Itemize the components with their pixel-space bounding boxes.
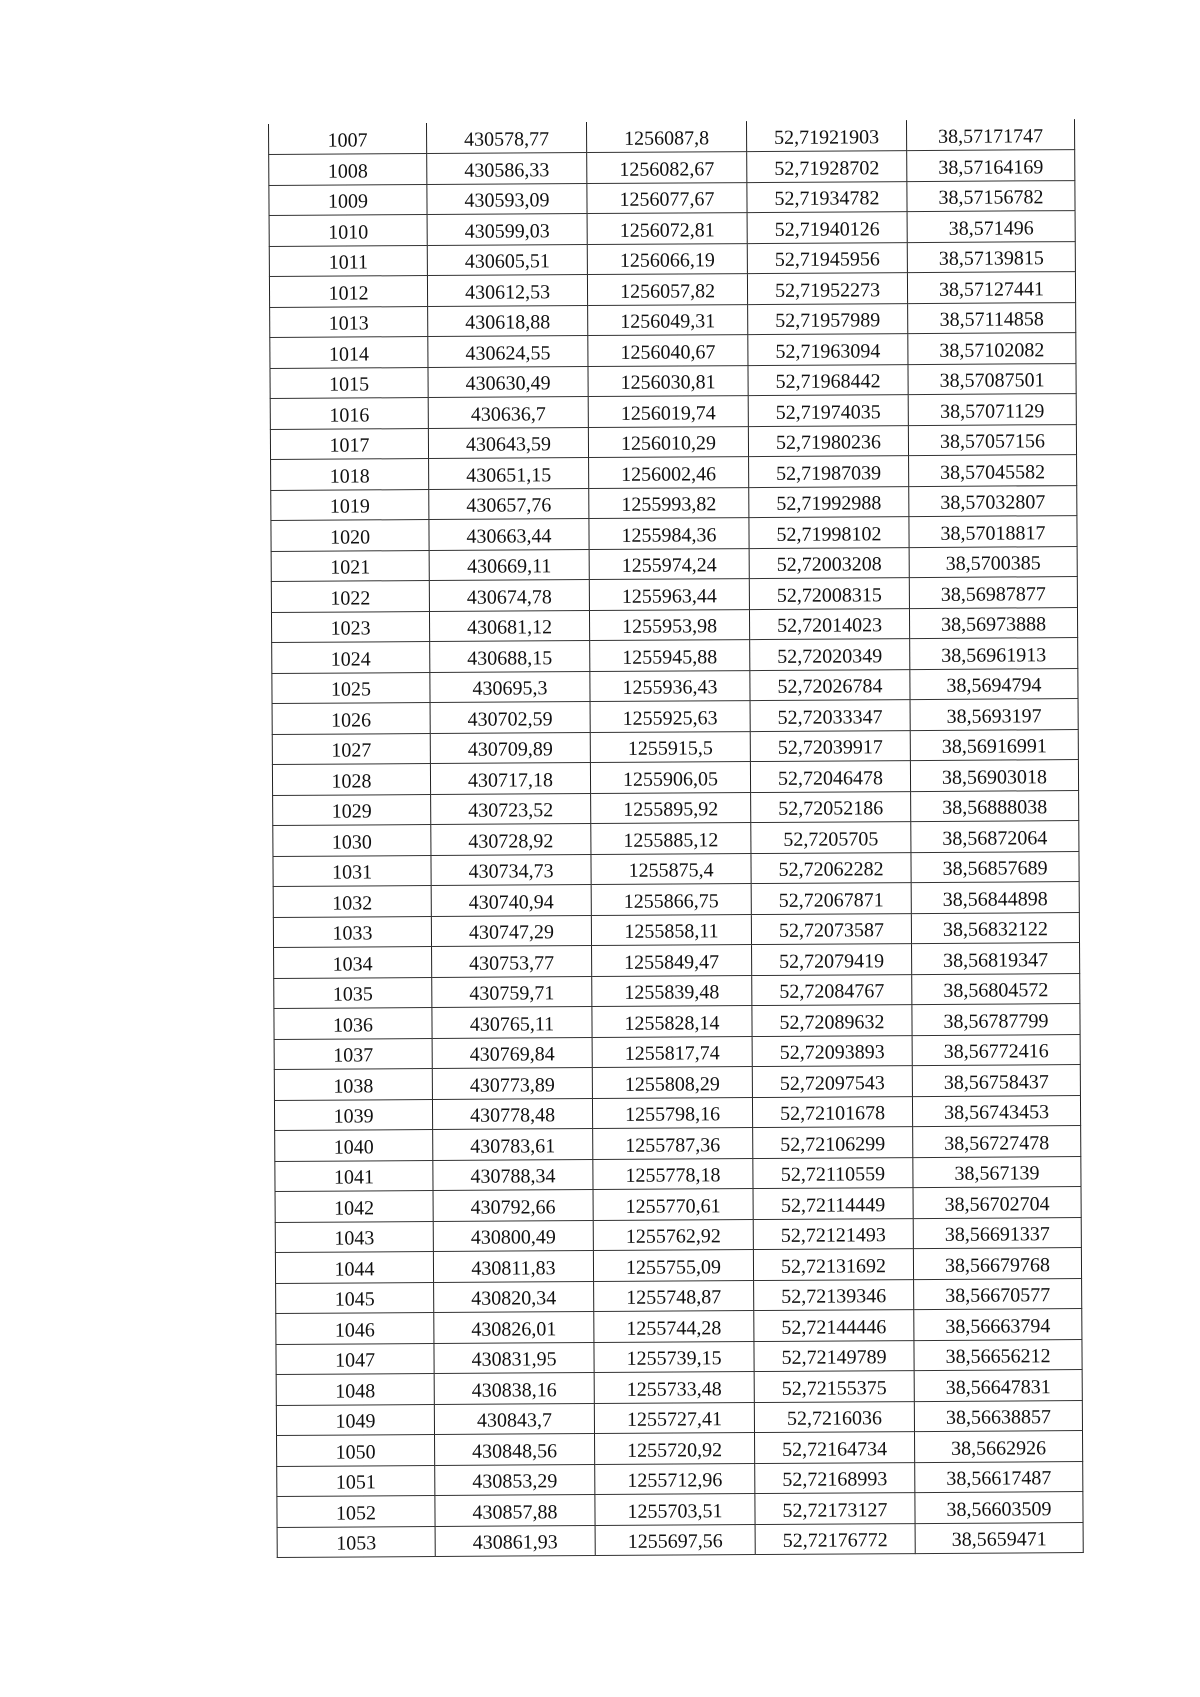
point-number-cell: 1028 <box>272 764 430 795</box>
x-coordinate-cell: 430811,83 <box>433 1251 593 1282</box>
table-row <box>274 973 1080 1008</box>
point-number-cell: 1032 <box>273 886 431 917</box>
longitude-cell: 38,56691337 <box>913 1217 1081 1249</box>
table-row <box>272 760 1078 795</box>
y-coordinate-cell: 1256082,67 <box>587 152 747 183</box>
point-number-cell: 1043 <box>275 1221 433 1252</box>
point-number-cell: 1033 <box>273 916 431 947</box>
point-number-cell: 1042 <box>275 1191 433 1222</box>
y-coordinate-cell: 1256057,82 <box>587 274 747 305</box>
point-number-cell: 1026 <box>272 703 430 734</box>
table-row <box>272 638 1078 673</box>
table-row <box>277 1522 1083 1557</box>
longitude-cell: 38,56727478 <box>913 1126 1081 1158</box>
latitude-cell: 52,72079419 <box>752 944 912 975</box>
latitude-cell: 52,71928702 <box>747 151 907 182</box>
longitude-cell: 38,56961913 <box>910 638 1078 670</box>
longitude-cell: 38,57164169 <box>907 150 1075 182</box>
point-number-cell: 1045 <box>276 1282 434 1313</box>
point-number-cell: 1041 <box>275 1160 433 1191</box>
point-number-cell: 1040 <box>275 1130 433 1161</box>
table-row <box>273 851 1079 886</box>
longitude-cell: 38,57171747 <box>906 119 1074 151</box>
x-coordinate-cell: 430657,76 <box>429 488 589 519</box>
latitude-cell: 52,7216036 <box>754 1401 914 1432</box>
latitude-cell: 52,72089632 <box>752 1005 912 1036</box>
longitude-cell: 38,56973888 <box>909 607 1077 639</box>
table-row <box>274 1065 1080 1100</box>
longitude-cell: 38,57114858 <box>908 302 1076 334</box>
x-coordinate-cell: 430643,59 <box>428 427 588 458</box>
point-number-cell: 1038 <box>274 1069 432 1100</box>
longitude-cell: 38,56872064 <box>911 821 1079 853</box>
latitude-cell: 52,72106299 <box>753 1127 913 1158</box>
point-number-cell: 1027 <box>272 733 430 764</box>
y-coordinate-cell: 1255866,75 <box>591 884 751 915</box>
y-coordinate-cell: 1256030,81 <box>588 365 748 396</box>
x-coordinate-cell: 430624,55 <box>428 336 588 367</box>
x-coordinate-cell: 430747,29 <box>431 915 591 946</box>
y-coordinate-cell: 1255974,24 <box>589 548 749 579</box>
coordinates-table-body <box>269 119 1084 1557</box>
y-coordinate-cell: 1255703,51 <box>595 1494 755 1525</box>
point-number-cell: 1017 <box>270 428 428 459</box>
table-row <box>269 119 1075 154</box>
point-number-cell: 1030 <box>273 825 431 856</box>
point-number-cell: 1036 <box>274 1008 432 1039</box>
point-number-cell: 1029 <box>273 794 431 825</box>
x-coordinate-cell: 430605,51 <box>427 244 587 275</box>
latitude-cell: 52,72093893 <box>752 1035 912 1066</box>
longitude-cell: 38,57139815 <box>907 241 1075 273</box>
longitude-cell: 38,56888038 <box>911 790 1079 822</box>
table-row <box>277 1461 1083 1496</box>
x-coordinate-cell: 430769,84 <box>432 1037 592 1068</box>
y-coordinate-cell: 1256019,74 <box>588 396 748 427</box>
y-coordinate-cell: 1255839,48 <box>592 975 752 1006</box>
y-coordinate-cell: 1255744,28 <box>594 1311 754 1342</box>
x-coordinate-cell: 430728,92 <box>431 824 591 855</box>
latitude-cell: 52,71957989 <box>748 303 908 334</box>
y-coordinate-cell: 1255712,96 <box>595 1463 755 1494</box>
table-row <box>276 1339 1082 1374</box>
latitude-cell: 52,72073587 <box>751 913 911 944</box>
longitude-cell: 38,56772416 <box>912 1034 1080 1066</box>
latitude-cell: 52,72173127 <box>755 1493 915 1524</box>
longitude-cell: 38,57102082 <box>908 333 1076 365</box>
latitude-cell: 52,72097543 <box>752 1066 912 1097</box>
point-number-cell: 1046 <box>276 1313 434 1344</box>
latitude-cell: 52,72164734 <box>755 1432 915 1463</box>
table-row <box>276 1309 1082 1344</box>
point-number-cell: 1021 <box>271 550 429 581</box>
x-coordinate-cell: 430773,89 <box>432 1068 592 1099</box>
table-row <box>274 1095 1080 1130</box>
table-row <box>276 1370 1082 1405</box>
latitude-cell: 52,72114449 <box>753 1188 913 1219</box>
point-number-cell: 1037 <box>274 1038 432 1069</box>
y-coordinate-cell: 1256040,67 <box>588 335 748 366</box>
x-coordinate-cell: 430674,78 <box>429 580 589 611</box>
y-coordinate-cell: 1255963,44 <box>589 579 749 610</box>
longitude-cell: 38,56702704 <box>913 1187 1081 1219</box>
y-coordinate-cell: 1255762,92 <box>593 1219 753 1250</box>
y-coordinate-cell: 1255984,36 <box>589 518 749 549</box>
y-coordinate-cell: 1255936,43 <box>590 670 750 701</box>
longitude-cell: 38,56857689 <box>911 851 1079 883</box>
longitude-cell: 38,5700385 <box>909 546 1077 578</box>
x-coordinate-cell: 430788,34 <box>433 1159 593 1190</box>
table-row <box>272 668 1078 703</box>
y-coordinate-cell: 1255828,14 <box>592 1006 752 1037</box>
point-number-cell: 1018 <box>271 459 429 490</box>
point-number-cell: 1024 <box>272 642 430 673</box>
latitude-cell: 52,72039917 <box>750 730 910 761</box>
latitude-cell: 52,72033347 <box>750 700 910 731</box>
point-number-cell: 1053 <box>277 1526 435 1557</box>
x-coordinate-cell: 430636,7 <box>428 397 588 428</box>
longitude-cell: 38,56663794 <box>914 1309 1082 1341</box>
point-number-cell: 1035 <box>274 977 432 1008</box>
y-coordinate-cell: 1255720,92 <box>595 1433 755 1464</box>
latitude-cell: 52,71940126 <box>747 212 907 243</box>
longitude-cell: 38,57057156 <box>908 424 1076 456</box>
longitude-cell: 38,56656212 <box>914 1339 1082 1371</box>
x-coordinate-cell: 430759,71 <box>432 976 592 1007</box>
latitude-cell: 52,72131692 <box>753 1249 913 1280</box>
latitude-cell: 52,72149789 <box>754 1340 914 1371</box>
longitude-cell: 38,57018817 <box>909 516 1077 548</box>
point-number-cell: 1010 <box>269 215 427 246</box>
point-number-cell: 1039 <box>274 1099 432 1130</box>
point-number-cell: 1007 <box>269 123 427 154</box>
point-number-cell: 1009 <box>269 184 427 215</box>
y-coordinate-cell: 1255953,98 <box>589 609 749 640</box>
longitude-cell: 38,57071129 <box>908 394 1076 426</box>
x-coordinate-cell: 430765,11 <box>432 1007 592 1038</box>
y-coordinate-cell: 1255895,92 <box>591 792 751 823</box>
longitude-cell: 38,5659471 <box>915 1522 1083 1554</box>
table-row <box>270 424 1076 459</box>
table-row <box>269 211 1075 246</box>
latitude-cell: 52,71980236 <box>748 425 908 456</box>
table-row <box>271 516 1077 551</box>
table-row <box>270 363 1076 398</box>
table-row <box>273 821 1079 856</box>
latitude-cell: 52,72014023 <box>749 608 909 639</box>
latitude-cell: 52,71968442 <box>748 364 908 395</box>
latitude-cell: 52,72139346 <box>754 1279 914 1310</box>
longitude-cell: 38,56903018 <box>910 760 1078 792</box>
longitude-cell: 38,56787799 <box>912 1004 1080 1036</box>
longitude-cell: 38,56617487 <box>915 1461 1083 1493</box>
point-number-cell: 1044 <box>275 1252 433 1283</box>
y-coordinate-cell: 1255915,5 <box>590 731 750 762</box>
y-coordinate-cell: 1255798,16 <box>592 1097 752 1128</box>
latitude-cell: 52,72144446 <box>754 1310 914 1341</box>
x-coordinate-cell: 430848,56 <box>435 1434 595 1465</box>
longitude-cell: 38,57032807 <box>909 485 1077 517</box>
y-coordinate-cell: 1255925,63 <box>590 701 750 732</box>
y-coordinate-cell: 1255875,4 <box>591 853 751 884</box>
point-number-cell: 1013 <box>270 306 428 337</box>
x-coordinate-cell: 430612,53 <box>427 275 587 306</box>
longitude-cell: 38,56916991 <box>910 729 1078 761</box>
x-coordinate-cell: 430831,95 <box>434 1342 594 1373</box>
x-coordinate-cell: 430778,48 <box>432 1098 592 1129</box>
x-coordinate-cell: 430651,15 <box>429 458 589 489</box>
latitude-cell: 52,71945956 <box>747 242 907 273</box>
latitude-cell: 52,72020349 <box>750 639 910 670</box>
x-coordinate-cell: 430618,88 <box>428 305 588 336</box>
x-coordinate-cell: 430820,34 <box>434 1281 594 1312</box>
point-number-cell: 1051 <box>277 1465 435 1496</box>
point-number-cell: 1012 <box>269 276 427 307</box>
point-number-cell: 1034 <box>274 947 432 978</box>
y-coordinate-cell: 1256077,67 <box>587 182 747 213</box>
longitude-cell: 38,56638857 <box>914 1400 1082 1432</box>
x-coordinate-cell: 430669,11 <box>429 549 589 580</box>
longitude-cell: 38,56819347 <box>912 943 1080 975</box>
table-row <box>272 729 1078 764</box>
longitude-cell: 38,56987877 <box>909 577 1077 609</box>
y-coordinate-cell: 1255906,05 <box>590 762 750 793</box>
x-coordinate-cell: 430663,44 <box>429 519 589 550</box>
y-coordinate-cell: 1255739,15 <box>594 1341 754 1372</box>
x-coordinate-cell: 430709,89 <box>430 732 590 763</box>
point-number-cell: 1015 <box>270 367 428 398</box>
table-row <box>271 546 1077 581</box>
y-coordinate-cell: 1256010,29 <box>588 426 748 457</box>
point-number-cell: 1020 <box>271 520 429 551</box>
latitude-cell: 52,72168993 <box>755 1462 915 1493</box>
table-row <box>275 1126 1081 1161</box>
longitude-cell: 38,5694794 <box>910 668 1078 700</box>
y-coordinate-cell: 1256087,8 <box>586 121 746 152</box>
x-coordinate-cell: 430593,09 <box>427 183 587 214</box>
latitude-cell: 52,72101678 <box>752 1096 912 1127</box>
latitude-cell: 52,72062282 <box>751 852 911 883</box>
y-coordinate-cell: 1255945,88 <box>590 640 750 671</box>
y-coordinate-cell: 1255770,61 <box>593 1189 753 1220</box>
longitude-cell: 38,56844898 <box>911 882 1079 914</box>
table-row <box>273 912 1079 947</box>
table-row <box>273 882 1079 917</box>
longitude-cell: 38,57127441 <box>907 272 1075 304</box>
table-row <box>275 1248 1081 1283</box>
point-number-cell: 1049 <box>276 1404 434 1435</box>
y-coordinate-cell: 1255885,12 <box>591 823 751 854</box>
x-coordinate-cell: 430695,3 <box>430 671 590 702</box>
latitude-cell: 52,72046478 <box>750 761 910 792</box>
x-coordinate-cell: 430702,59 <box>430 702 590 733</box>
longitude-cell: 38,56679768 <box>913 1248 1081 1280</box>
y-coordinate-cell: 1255858,11 <box>591 914 751 945</box>
table-row <box>269 241 1075 276</box>
longitude-cell: 38,5693197 <box>910 699 1078 731</box>
table-row <box>271 485 1077 520</box>
longitude-cell: 38,56603509 <box>915 1492 1083 1524</box>
latitude-cell: 52,71952273 <box>747 273 907 304</box>
x-coordinate-cell: 430740,94 <box>431 885 591 916</box>
point-number-cell: 1047 <box>276 1343 434 1374</box>
y-coordinate-cell: 1256066,19 <box>587 243 747 274</box>
latitude-cell: 52,72003208 <box>749 547 909 578</box>
latitude-cell: 52,71963094 <box>748 334 908 365</box>
table-row <box>277 1431 1083 1466</box>
table-row <box>277 1492 1083 1527</box>
y-coordinate-cell: 1255778,18 <box>593 1158 753 1189</box>
x-coordinate-cell: 430753,77 <box>432 946 592 977</box>
table-row <box>271 577 1077 612</box>
table-row <box>274 1004 1080 1039</box>
latitude-cell: 52,71992988 <box>749 486 909 517</box>
latitude-cell: 52,7205705 <box>751 822 911 853</box>
y-coordinate-cell: 1255808,29 <box>592 1067 752 1098</box>
longitude-cell: 38,57156782 <box>907 180 1075 212</box>
y-coordinate-cell: 1255993,82 <box>589 487 749 518</box>
latitude-cell: 52,72110559 <box>753 1157 913 1188</box>
longitude-cell: 38,56670577 <box>914 1278 1082 1310</box>
y-coordinate-cell: 1256072,81 <box>587 213 747 244</box>
point-number-cell: 1052 <box>277 1496 435 1527</box>
table-row <box>275 1187 1081 1222</box>
longitude-cell: 38,5662926 <box>914 1431 1082 1463</box>
table-row <box>270 394 1076 429</box>
latitude-cell: 52,71921903 <box>746 120 906 151</box>
table-row <box>270 333 1076 368</box>
point-number-cell: 1014 <box>270 337 428 368</box>
x-coordinate-cell: 430734,73 <box>431 854 591 885</box>
table-row <box>269 180 1075 215</box>
point-number-cell: 1008 <box>269 154 427 185</box>
table-row <box>273 790 1079 825</box>
table-row <box>276 1278 1082 1313</box>
x-coordinate-cell: 430838,16 <box>434 1373 594 1404</box>
y-coordinate-cell: 1255849,47 <box>592 945 752 976</box>
table-row <box>271 455 1077 490</box>
x-coordinate-cell: 430853,29 <box>435 1464 595 1495</box>
x-coordinate-cell: 430717,18 <box>430 763 590 794</box>
y-coordinate-cell: 1255817,74 <box>592 1036 752 1067</box>
table-row <box>271 607 1077 642</box>
y-coordinate-cell: 1256049,31 <box>588 304 748 335</box>
x-coordinate-cell: 430783,61 <box>433 1129 593 1160</box>
point-number-cell: 1050 <box>277 1435 435 1466</box>
x-coordinate-cell: 430857,88 <box>435 1495 595 1526</box>
longitude-cell: 38,57087501 <box>908 363 1076 395</box>
y-coordinate-cell: 1255748,87 <box>594 1280 754 1311</box>
y-coordinate-cell: 1255755,09 <box>593 1250 753 1281</box>
longitude-cell: 38,56758437 <box>912 1065 1080 1097</box>
point-number-cell: 1011 <box>269 245 427 276</box>
x-coordinate-cell: 430599,03 <box>427 214 587 245</box>
latitude-cell: 52,72176772 <box>755 1523 915 1554</box>
latitude-cell: 52,71974035 <box>748 395 908 426</box>
longitude-cell: 38,56743453 <box>912 1095 1080 1127</box>
latitude-cell: 52,71987039 <box>749 456 909 487</box>
table-row <box>276 1400 1082 1435</box>
table-row <box>269 272 1075 307</box>
point-number-cell: 1016 <box>270 398 428 429</box>
x-coordinate-cell: 430723,52 <box>431 793 591 824</box>
point-number-cell: 1022 <box>271 581 429 612</box>
longitude-cell: 38,56647831 <box>914 1370 1082 1402</box>
x-coordinate-cell: 430861,93 <box>435 1525 595 1556</box>
longitude-cell: 38,56832122 <box>911 912 1079 944</box>
point-number-cell: 1025 <box>272 672 430 703</box>
x-coordinate-cell: 430688,15 <box>430 641 590 672</box>
table-row <box>275 1156 1081 1191</box>
table-row <box>274 943 1080 978</box>
table-row <box>269 150 1075 185</box>
table-row <box>274 1034 1080 1069</box>
table-row <box>272 699 1078 734</box>
latitude-cell: 52,72121493 <box>753 1218 913 1249</box>
y-coordinate-cell: 1255727,41 <box>594 1402 754 1433</box>
latitude-cell: 52,72052186 <box>751 791 911 822</box>
point-number-cell: 1048 <box>276 1374 434 1405</box>
x-coordinate-cell: 430681,12 <box>429 610 589 641</box>
y-coordinate-cell: 1256002,46 <box>589 457 749 488</box>
x-coordinate-cell: 430843,7 <box>434 1403 594 1434</box>
coordinates-table <box>268 119 1084 1558</box>
point-number-cell: 1019 <box>271 489 429 520</box>
table-row <box>270 302 1076 337</box>
table-row <box>275 1217 1081 1252</box>
latitude-cell: 52,72084767 <box>752 974 912 1005</box>
y-coordinate-cell: 1255733,48 <box>594 1372 754 1403</box>
latitude-cell: 52,71998102 <box>749 517 909 548</box>
y-coordinate-cell: 1255787,36 <box>593 1128 753 1159</box>
latitude-cell: 52,72026784 <box>750 669 910 700</box>
y-coordinate-cell: 1255697,56 <box>595 1524 755 1555</box>
latitude-cell: 52,71934782 <box>747 181 907 212</box>
longitude-cell: 38,56804572 <box>912 973 1080 1005</box>
longitude-cell: 38,567139 <box>913 1156 1081 1188</box>
x-coordinate-cell: 430800,49 <box>433 1220 593 1251</box>
latitude-cell: 52,72008315 <box>749 578 909 609</box>
latitude-cell: 52,72067871 <box>751 883 911 914</box>
point-number-cell: 1031 <box>273 855 431 886</box>
latitude-cell: 52,72155375 <box>754 1371 914 1402</box>
x-coordinate-cell: 430630,49 <box>428 366 588 397</box>
x-coordinate-cell: 430586,33 <box>427 153 587 184</box>
x-coordinate-cell: 430578,77 <box>426 122 586 153</box>
x-coordinate-cell: 430826,01 <box>434 1312 594 1343</box>
x-coordinate-cell: 430792,66 <box>433 1190 593 1221</box>
longitude-cell: 38,571496 <box>907 211 1075 243</box>
point-number-cell: 1023 <box>271 611 429 642</box>
longitude-cell: 38,57045582 <box>909 455 1077 487</box>
